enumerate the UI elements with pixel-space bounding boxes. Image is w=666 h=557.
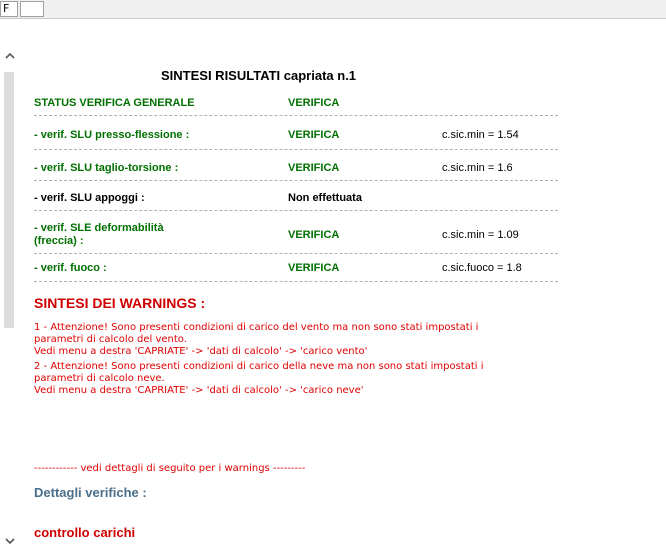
- top-toolbar: [0, 0, 666, 19]
- check-label: - verif. SLU presso-flessione :: [34, 129, 190, 141]
- details-heading: Dettagli verifiche :: [34, 485, 147, 500]
- safety-factor: c.sic.fuoco = 1.8: [442, 262, 522, 274]
- scroll-thumb[interactable]: [4, 72, 14, 328]
- row-separator: [34, 210, 558, 211]
- check-value: VERIFICA: [288, 229, 340, 241]
- check-label: - verif. SLE deformabilità: [34, 222, 164, 234]
- warning-line: 2 - Attenzione! Sono presenti condizioni di carico della neve ma non sono stati impostati i: [34, 361, 484, 372]
- scroll-track[interactable]: [4, 72, 14, 534]
- toolbar-cell-1[interactable]: F: [0, 1, 18, 17]
- check-label-line2: (freccia) :: [34, 235, 84, 247]
- chevron-up-icon[interactable]: [2, 50, 18, 66]
- status-label: STATUS VERIFICA GENERALE: [34, 97, 195, 109]
- check-label: - verif. SLU appoggi :: [34, 192, 145, 204]
- toolbar-cell-2[interactable]: [20, 1, 44, 17]
- safety-factor: c.sic.min = 1.54: [442, 129, 519, 141]
- check-value: Non effettuata: [288, 192, 362, 204]
- warning-line: Vedi menu a destra 'CAPRIATE' -> 'dati di calcolo' -> 'carico neve': [34, 385, 364, 396]
- row-separator: [34, 180, 558, 181]
- row-separator: [34, 253, 558, 254]
- status-value: VERIFICA: [288, 97, 340, 109]
- check-label: - verif. SLU taglio-torsione :: [34, 162, 179, 174]
- check-value: VERIFICA: [288, 162, 340, 174]
- section-heading: controllo carichi: [34, 525, 136, 540]
- warnings-title: SINTESI DEI WARNINGS :: [34, 295, 206, 311]
- warning-item: [34, 322, 666, 358]
- warnings-note: ------------ vedi dettagli di seguito per i warnings ---------: [34, 463, 306, 474]
- row-separator: [34, 281, 558, 282]
- warning-line: 1 - Attenzione! Sono presenti condizioni di carico del vento ma non sono stati impostati i: [34, 322, 479, 333]
- warning-line: Vedi menu a destra 'CAPRIATE' -> 'dati di calcolo' -> 'carico vento': [34, 346, 368, 357]
- row-separator: [34, 115, 558, 116]
- row-separator: [34, 149, 558, 150]
- safety-factor: c.sic.min = 1.6: [442, 162, 513, 174]
- check-label: - verif. fuoco :: [34, 262, 107, 274]
- warning-line: parametri di calcolo del vento.: [34, 334, 187, 345]
- report-title: SINTESI RISULTATI capriata n.1: [161, 68, 357, 83]
- warning-line: parametri di calcolo neve.: [34, 373, 165, 384]
- vertical-scrollbar[interactable]: [0, 46, 20, 557]
- check-value: VERIFICA: [288, 262, 340, 274]
- check-value: VERIFICA: [288, 129, 340, 141]
- safety-factor: c.sic.min = 1.09: [442, 229, 519, 241]
- chevron-down-icon[interactable]: [2, 535, 18, 551]
- warning-item: [34, 361, 666, 397]
